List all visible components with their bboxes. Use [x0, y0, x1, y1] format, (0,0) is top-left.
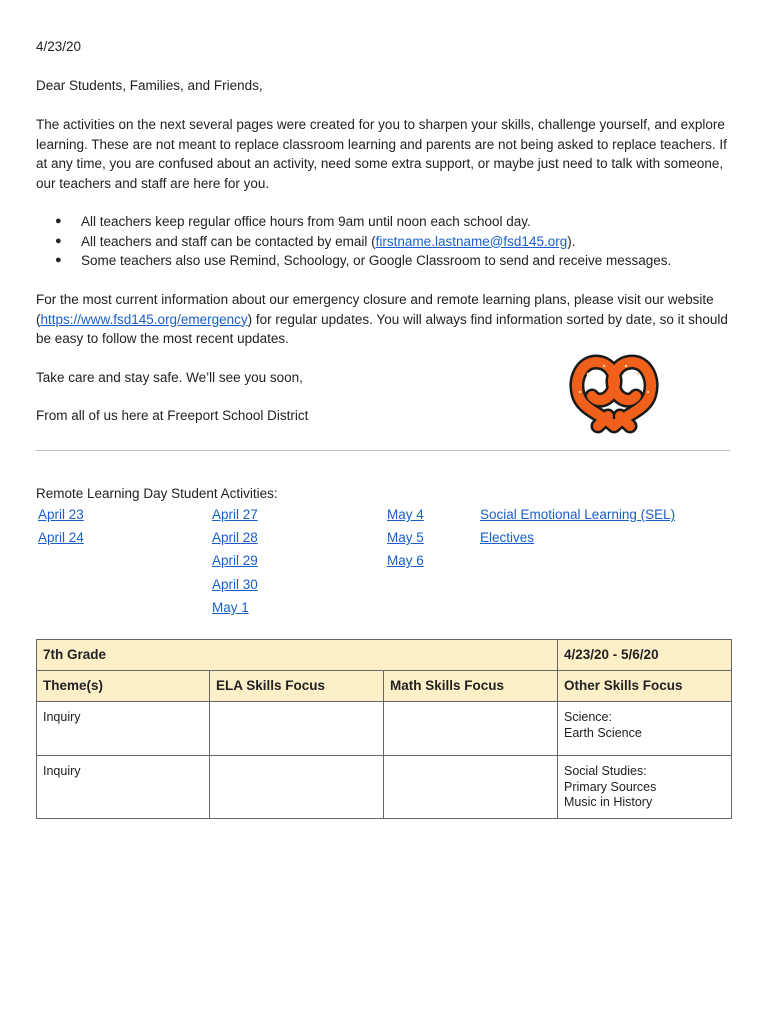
link-may-4[interactable]: May 4: [387, 507, 424, 522]
take-care-line: Take care and stay safe. We’ll see you soon,: [36, 370, 303, 385]
row1-math: [384, 702, 558, 756]
link-may-5[interactable]: May 5: [387, 530, 424, 545]
row1-theme: Inquiry: [37, 702, 210, 756]
bullet-email-suffix: ).: [567, 233, 576, 249]
header-other: Other Skills Focus: [558, 671, 732, 702]
link-sel[interactable]: Social Emotional Learning (SEL): [480, 507, 676, 522]
website-paragraph: [36, 290, 736, 349]
email-link[interactable]: firstname.lastname@fsd145.org: [375, 233, 568, 249]
row2-math: [384, 756, 558, 819]
bullet-office-hours: [55, 212, 671, 232]
link-may-1[interactable]: May 1: [212, 600, 249, 615]
row1-other-line: Science:: [564, 710, 612, 724]
website-text-before: For the most current information about our emergency closure and remote learning plans, please visit our website (: [36, 292, 714, 327]
greeting: Dear Students, Families, and Friends,: [36, 78, 263, 93]
bullet-platforms: [55, 251, 671, 271]
date-range: 4/23/20 - 5/6/20: [558, 640, 732, 671]
link-electives[interactable]: Electives: [480, 530, 535, 545]
link-april-27[interactable]: April 27: [212, 507, 258, 522]
header-themes: Theme(s): [37, 671, 210, 702]
table-header-row: [37, 671, 732, 702]
activities-heading: Remote Learning Day Student Activities:: [36, 486, 278, 501]
bullet-email-prefix: All teachers and staff can be contacted by email (: [81, 233, 376, 249]
header-ela: ELA Skills Focus: [210, 671, 384, 702]
header-math: Math Skills Focus: [384, 671, 558, 702]
website-text-after: ) for regular updates. You will always find information sorted by date, so it should be easy to follow the most recent updates.: [36, 311, 728, 346]
row1-other: [558, 702, 732, 756]
bullet-office-hours-text: All teachers keep regular office hours from 9am until noon each school day.: [81, 214, 531, 229]
table-title-row: [37, 640, 732, 671]
bullet-email: [55, 232, 671, 252]
intro-text: The activities on the next several pages were created for you to sharpen your skills, challenge yourself, and explore learning. These are not meant to replace classroom learning and parents are not being asked to replace teachers. If at any time, you are confused about an activity, need some extra support, or maybe just need to talk with someone, our teachers and staff are here for you.: [36, 117, 727, 191]
intro-paragraph: [36, 115, 736, 193]
letter-date: 4/23/20: [36, 39, 82, 54]
row1-other-line: Earth Science: [564, 725, 642, 740]
row2-other: [558, 756, 732, 819]
row1-ela: [210, 702, 384, 756]
row2-other-line: Primary Sources: [564, 779, 657, 794]
link-april-28[interactable]: April 28: [212, 530, 258, 545]
row2-theme: Inquiry: [37, 756, 210, 819]
link-april-30[interactable]: April 30: [212, 577, 258, 592]
link-april-24[interactable]: April 24: [38, 530, 84, 545]
signoff-line: From all of us here at Freeport School District: [36, 408, 309, 423]
link-april-29[interactable]: April 29: [212, 553, 258, 568]
grade-overview-table: [36, 639, 732, 819]
info-bullet-list: [55, 212, 671, 271]
grade-label: 7th Grade: [37, 640, 558, 671]
pretzel-icon: [568, 352, 660, 436]
link-may-6[interactable]: May 6: [387, 553, 424, 568]
website-link[interactable]: https://www.fsd145.org/emergency: [40, 311, 248, 327]
section-divider: [36, 450, 730, 451]
row2-other-line: Music in History: [564, 795, 653, 809]
table-row: [37, 702, 732, 756]
row2-ela: [210, 756, 384, 819]
table-row: [37, 756, 732, 819]
bullet-platforms-text: Some teachers also use Remind, Schoology, or Google Classroom to send and receive messages.: [81, 253, 672, 268]
link-april-23[interactable]: April 23: [38, 507, 84, 522]
row2-other-line: Social Studies:: [564, 764, 647, 778]
